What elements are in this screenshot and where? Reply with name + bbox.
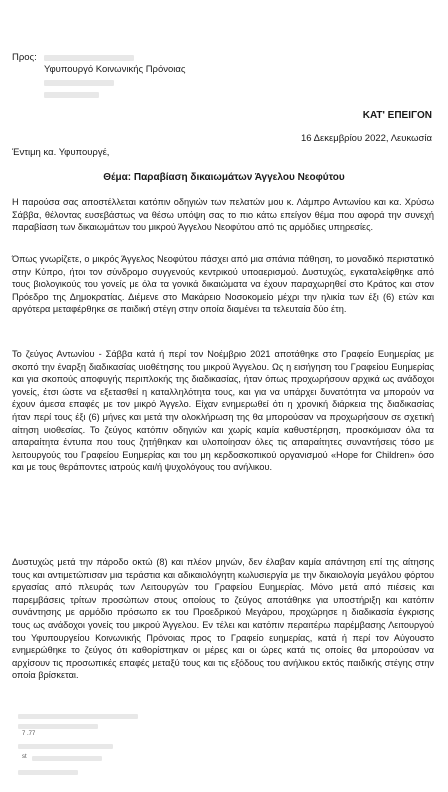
footer-fragment-2: st [22, 754, 27, 760]
urgency-marker: ΚΑΤ' ΕΠΕΙΓΟΝ [362, 110, 432, 121]
redacted-footer [12, 712, 212, 792]
body-paragraph-3: Το ζεύγος Αντωνίου - Σάββα κατά ή περί τον Νοέμβριο 2021 αποτάθηκε στο Γραφείο Ευημερίας με σκοπό την έναρξη διαδικασίας υιοθέτησης του μικρού Άγγελου. Ως η εισήγηση του Γραφείου Ευημερίας και για σκοπούς αποφυγής περιπλοκής της διαδικασίας, ήταν όπως προχωρήσουν αρχικά ως ανάδοχοι γονείς, έτσι ώστε να εξετασθεί η καταλληλότητα τους, και για να υπάρχει δυνατότητα να μπορούν να έχουν άμεσα επαφές με τον μικρό Άγγελο. Είχαν ενημερωθεί ότι η χρονική διάρκεια της διαδικασίας ήταν περί τους έξι (6) μήνες και μετά την ολοκλήρωση της θα μπορούσαν να προχωρήσουν σε σχετική αίτηση υιοθεσίας. Το ζεύγος κατόπιν οδηγιών και χωρίς καμία καθυστέρηση, προσκόμισαν όλα τα απαραίτητα έντυπα που τους ζητήθηκαν και υλοποίησαν όλες τις απαραίτητες συναντήσεις τόσο με λειτουργούς του Γραφείου Ευημερίας και του μη κερδοσκοπικού οργανισμού «Hope for Children» όσο και με τους θεράποντες ιατρούς και/ή ψυχολόγους του ανήλικου. [12, 349, 434, 473]
body-paragraph-4: Δυστυχώς μετά την πάροδο οκτώ (8) και πλέον μηνών, δεν έλαβαν καμία απάντηση επί της αίτησης τους και αντιμετώπισαν μια τεράστια και αδικαιολόγητη κωλυσιεργία με την δικαιολογία μεγάλου φόρτου εργασίας από πλευράς των Λειτουργών του Γραφείου Ευημερίας. Μόνο μετά από πιέσεις και παρεμβάσεις τρίτων προσώπων στους οποίους το ζεύγος αποτάθηκε για υποστήριξη και κατόπιν συνάντησης με αρμόδιο πρόσωπο εκ του Προεδρικού Μεγάρου, προχώρησε η διαδικασία έγκρισης τους ως ανάδοχοι γονείς του μικρού Άγγελου. Εν τέλει και κατόπιν περαιτέρω παρέμβασης Λειτουργού του Υφυπουργείου Κοινωνικής Πρόνοιας προς το Γραφείο ευημερίας, κατά ή περί τον Αύγουστο ενημερώθηκε το ζεύγος ότι καθορίστηκαν οι μέρες και οι ώρες κατά τις οποίες θα μπορούσαν να αρχίσουν τις προσωπικές επαφές μεταξύ τους και τις εξόδους του ανήλικου εκτός παιδικής στέγης στην οποία βρίσκεται. [12, 557, 434, 681]
redacted-footer-line-1 [18, 714, 138, 719]
redacted-address-line-2 [44, 92, 99, 98]
redacted-name [44, 55, 134, 61]
footer-fragment-1: 7 .77 [22, 731, 36, 737]
recipient-title: Υφυπουργό Κοινωνικής Πρόνοιας [44, 64, 186, 75]
salutation: Έντιμη κα. Υφυπουργέ, [12, 147, 110, 158]
redacted-footer-line-2 [18, 724, 98, 729]
redacted-footer-line-3 [18, 744, 113, 749]
subject-line: Θέμα: Παραβίαση δικαιωμάτων Άγγελου Νεοφύτου [103, 172, 345, 183]
recipient-label: Προς: [12, 52, 37, 63]
redacted-footer-line-4 [32, 756, 102, 761]
date-place: 16 Δεκεμβρίου 2022, Λευκωσία [300, 133, 432, 144]
redacted-address-line-1 [44, 80, 114, 86]
body-paragraph-1: Η παρούσα σας αποστέλλεται κατόπιν οδηγιών των πελατών μου κ. Λάμπρο Αντωνίου και κα. Χρύσω Σάββα, θέλοντας ευσεβάστως να θέσω υπόψη σας το πιο κάτω επείγον θέμα που αφορά την συνεχή παραβίαση των δικαιωμάτων του μικρού Άγγελου Νεοφύτου από τις αρμόδιες υπηρεσίες. [12, 197, 434, 233]
body-paragraph-2: Όπως γνωρίζετε, ο μικρός Άγγελος Νεοφύτου πάσχει από μια σπάνια πάθηση, το μοναδικό περιστατικό στην Κύπρο, ήτοι τον σύνδρομο συγγενούς κεντρικού υποαερισμού. Δυστυχώς, εγκαταλείφθηκε από τους βιολογικούς του γονείς με όλα τα γονικά δικαιώματα να έχουν παραχωρηθεί στο Κράτος και στον Πρόεδρο της Δημοκρατίας. Διέμενε στο Μακάρειο Νοσοκομείο μέχρι την ηλικία των έξι (6) ετών και αργότερα μεταφέρθηκε σε παιδική στέγη στην οποία διαμένει τα τελευταία δύο έτη. [12, 254, 434, 315]
redacted-footer-line-5 [18, 770, 78, 775]
